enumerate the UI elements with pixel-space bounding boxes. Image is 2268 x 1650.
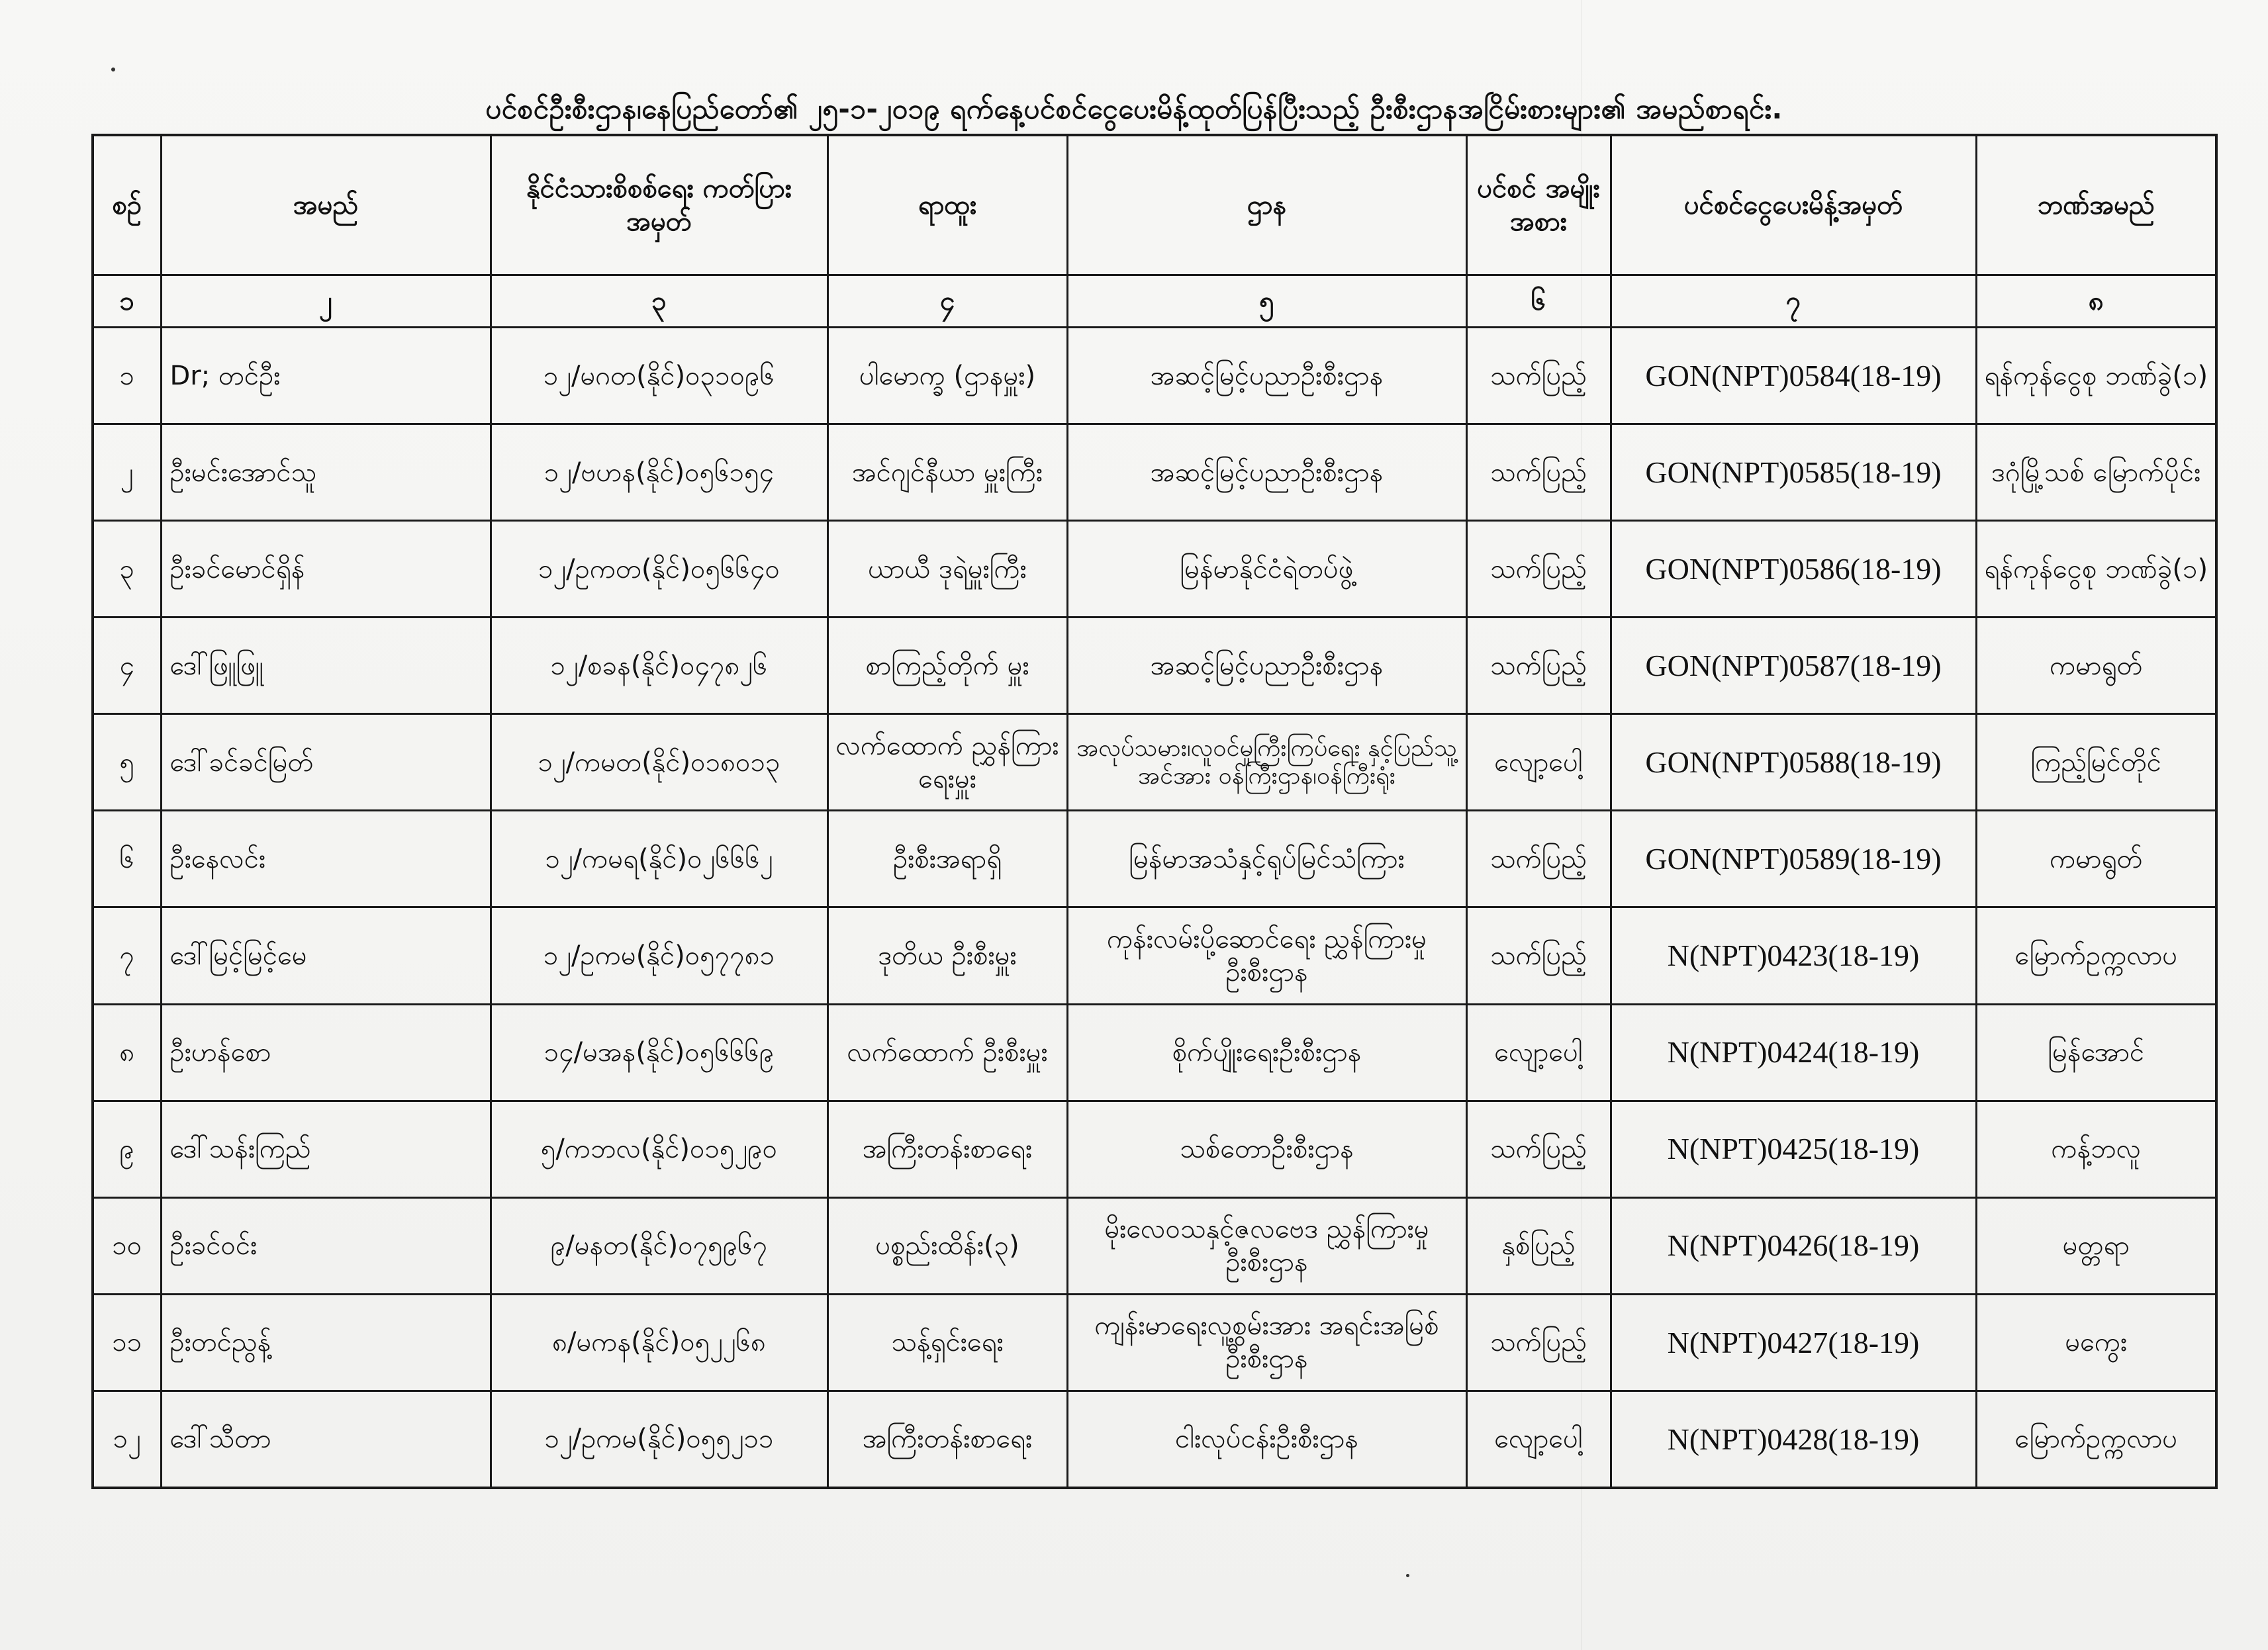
pension-type-cell: သက်ပြည့် <box>1466 1294 1611 1391</box>
pension-type-cell: လျော့ပေါ့ <box>1466 1391 1611 1488</box>
pension-order-cell: GON(NPT)0585(18-19) <box>1611 424 1976 521</box>
pension-type-cell: သက်ပြည့် <box>1466 521 1611 618</box>
department-cell: အဆင့်မြင့်ပညာဦးစီးဌာန <box>1067 424 1466 521</box>
nrc-cell: ၈/မကန(နိုင်)၀၅၂၂၆၈ <box>491 1294 827 1391</box>
column-header-pension-order: ပင်စင်ငွေပေးမိန့်အမှတ် <box>1611 135 1976 275</box>
bank-cell: ကမာရွတ် <box>1976 618 2216 714</box>
column-header-rank: ရာထူး <box>827 135 1067 275</box>
department-cell: ငါးလုပ်ငန်းဦးစီးဌာန <box>1067 1391 1466 1488</box>
pension-order-cell: GON(NPT)0584(18-19) <box>1611 328 1976 424</box>
department-cell: မိုးလေဝသနှင့်ဇလဗေဒ ညွှန်ကြားမှုဦးစီးဌာန <box>1067 1197 1466 1294</box>
column-number: ၆ <box>1466 275 1611 328</box>
serial-cell: ၁၁ <box>93 1294 161 1391</box>
pensioner-table <box>91 134 2218 1489</box>
column-number: ၇ <box>1611 275 1976 328</box>
column-header-serial: စဉ် <box>93 135 161 275</box>
bank-cell: ရန်ကုန်ငွေစု ဘဏ်ခွဲ(၁) <box>1976 328 2216 424</box>
serial-cell: ၄ <box>93 618 161 714</box>
pension-order-cell: N(NPT)0427(18-19) <box>1611 1294 1976 1391</box>
serial-cell: ၁၀ <box>93 1197 161 1294</box>
column-header-nrc: နိုင်ငံသားစိစစ်ရေး ကတ်ပြားအမှတ် <box>491 135 827 275</box>
rank-cell: ပါမောက္ခ (ဌာနမှူး) <box>827 328 1067 424</box>
department-cell: ကျန်းမာရေးလူ့စွမ်းအား အရင်းအမြစ်ဦးစီးဌာန <box>1067 1294 1466 1391</box>
nrc-cell: ၁၂/ဥကမ(နိုင်)၀၅၇၇၈၁ <box>491 907 827 1004</box>
nrc-cell: ၁၂/ဥကတ(နိုင်)၀၅၆၆၄၀ <box>491 521 827 618</box>
serial-cell: ၅ <box>93 714 161 811</box>
pension-order-cell: GON(NPT)0589(18-19) <box>1611 811 1976 907</box>
name-cell: ဦးခင်ဝင်း <box>161 1197 491 1294</box>
serial-cell: ၁၂ <box>93 1391 161 1488</box>
column-number: ၈ <box>1976 275 2216 328</box>
name-cell: ဒေါ်သီတာ <box>161 1391 491 1488</box>
table-row <box>93 1101 2216 1197</box>
pension-order-cell: N(NPT)0425(18-19) <box>1611 1101 1976 1197</box>
table-row <box>93 1294 2216 1391</box>
table-row <box>93 811 2216 907</box>
department-cell: ကုန်းလမ်းပို့ဆောင်ရေး ညွှန်ကြားမှုဦးစီးဌာန <box>1067 907 1466 1004</box>
header-row <box>93 135 2216 275</box>
department-cell: စိုက်ပျိုးရေးဦးစီးဌာန <box>1067 1004 1466 1101</box>
pension-type-cell: သက်ပြည့် <box>1466 618 1611 714</box>
bank-cell: ဒဂုံမြို့သစ် မြောက်ပိုင်း <box>1976 424 2216 521</box>
pension-type-cell: သက်ပြည့် <box>1466 328 1611 424</box>
name-cell: ဒေါ်မြင့်မြင့်မေ <box>161 907 491 1004</box>
pension-order-cell: GON(NPT)0588(18-19) <box>1611 714 1976 811</box>
serial-cell: ၇ <box>93 907 161 1004</box>
bank-cell: မကွေး <box>1976 1294 2216 1391</box>
nrc-cell: ၅/ကဘလ(နိုင်)၀၁၅၂၉၀ <box>491 1101 827 1197</box>
column-number: ၁ <box>93 275 161 328</box>
pension-type-cell: လျော့ပေါ့ <box>1466 714 1611 811</box>
department-cell: အလုပ်သမား၊လူဝင်မှုကြီးကြပ်ရေး နှင့်ပြည်သူ့အင်အား ဝန်ကြီးဌာန၊ဝန်ကြီးရုံး <box>1067 714 1466 811</box>
name-cell: ဦးနေလင်း <box>161 811 491 907</box>
pension-type-cell: သက်ပြည့် <box>1466 424 1611 521</box>
rank-cell: ဒုတိယ ဦးစီးမှူး <box>827 907 1067 1004</box>
nrc-cell: ၁၂/ဥကမ(နိုင်)၀၅၅၂၁၁ <box>491 1391 827 1488</box>
serial-cell: ၆ <box>93 811 161 907</box>
pension-type-cell: သက်ပြည့် <box>1466 811 1611 907</box>
table-row <box>93 1197 2216 1294</box>
name-cell: ဦးမင်းအောင်သူ <box>161 424 491 521</box>
serial-cell: ၉ <box>93 1101 161 1197</box>
department-cell: သစ်တောဦးစီးဌာန <box>1067 1101 1466 1197</box>
name-cell: ဦးခင်မောင်ရှိန် <box>161 521 491 618</box>
column-number: ၃ <box>491 275 827 328</box>
department-cell: အဆင့်မြင့်ပညာဦးစီးဌာန <box>1067 618 1466 714</box>
bank-cell: မြောက်ဥက္ကလာပ <box>1976 1391 2216 1488</box>
name-cell: ဦးဟန်စော <box>161 1004 491 1101</box>
rank-cell: လက်ထောက် ညွှန်ကြားရေးမှူး <box>827 714 1067 811</box>
column-number: ၅ <box>1067 275 1466 328</box>
bank-cell: ကမာရွတ် <box>1976 811 2216 907</box>
column-number: ၂ <box>161 275 491 328</box>
rank-cell: သန့်ရှင်းရေး <box>827 1294 1067 1391</box>
bank-cell: ကြည့်မြင်တိုင် <box>1976 714 2216 811</box>
rank-cell: လက်ထောက် ဦးစီးမှူး <box>827 1004 1067 1101</box>
rank-cell: ပစ္စည်းထိန်း(၃) <box>827 1197 1067 1294</box>
rank-cell: ယာယီ ဒုရဲမှူးကြီး <box>827 521 1067 618</box>
column-header-bank: ဘဏ်အမည် <box>1976 135 2216 275</box>
serial-cell: ၈ <box>93 1004 161 1101</box>
pension-type-cell: နှစ်ပြည့် <box>1466 1197 1611 1294</box>
rank-cell: စာကြည့်တိုက် မှူး <box>827 618 1067 714</box>
column-number-row <box>93 275 2216 328</box>
name-cell: ဒေါ်ခင်ခင်မြတ် <box>161 714 491 811</box>
column-header-pension-type: ပင်စင် အမျိုး အစား <box>1466 135 1611 275</box>
column-header-name: အမည် <box>161 135 491 275</box>
department-cell: အဆင့်မြင့်ပညာဦးစီးဌာန <box>1067 328 1466 424</box>
pension-type-cell: သက်ပြည့် <box>1466 1101 1611 1197</box>
rank-cell: ဦးစီးအရာရှိ <box>827 811 1067 907</box>
column-header-department: ဌာန <box>1067 135 1466 275</box>
department-cell: မြန်မာအသံနှင့်ရုပ်မြင်သံကြား <box>1067 811 1466 907</box>
nrc-cell: ၁၂/ဗဟန(နိုင်)၀၅၆၁၅၄ <box>491 424 827 521</box>
name-cell: ဒေါ်သန်းကြည် <box>161 1101 491 1197</box>
bank-cell: မတ္တရာ <box>1976 1197 2216 1294</box>
bank-cell: ကန့်ဘလူ <box>1976 1101 2216 1197</box>
serial-cell: ၂ <box>93 424 161 521</box>
pension-type-cell: လျော့ပေါ့ <box>1466 1004 1611 1101</box>
department-cell: မြန်မာနိုင်ငံရဲတပ်ဖွဲ့ <box>1067 521 1466 618</box>
pension-order-cell: GON(NPT)0587(18-19) <box>1611 618 1976 714</box>
table-row <box>93 1391 2216 1488</box>
table-row <box>93 618 2216 714</box>
bank-cell: ရန်ကုန်ငွေစု ဘဏ်ခွဲ(၁) <box>1976 521 2216 618</box>
name-cell: ဒေါ်ဖြူဖြူ <box>161 618 491 714</box>
name-cell: Dr; တင်ဦး <box>161 328 491 424</box>
table-row <box>93 714 2216 811</box>
serial-cell: ၃ <box>93 521 161 618</box>
nrc-cell: ၁၂/မဂတ(နိုင်)၀၃၁၀၉၆ <box>491 328 827 424</box>
pension-order-cell: N(NPT)0424(18-19) <box>1611 1004 1976 1101</box>
nrc-cell: ၉/မနတ(နိုင်)၀၇၅၉၆၇ <box>491 1197 827 1294</box>
nrc-cell: ၁၂/ကမတ(နိုင်)၀၁၈၀၁၃ <box>491 714 827 811</box>
bank-cell: မြောက်ဥက္ကလာပ <box>1976 907 2216 1004</box>
pension-order-cell: N(NPT)0423(18-19) <box>1611 907 1976 1004</box>
rank-cell: အကြီးတန်းစာရေး <box>827 1101 1067 1197</box>
table-row <box>93 1004 2216 1101</box>
pension-order-cell: N(NPT)0428(18-19) <box>1611 1391 1976 1488</box>
bank-cell: မြန်အောင် <box>1976 1004 2216 1101</box>
rank-cell: အကြီးတန်းစာရေး <box>827 1391 1067 1488</box>
document-title: ပင်စင်ဦးစီးဌာန၊နေပြည်တော်၏ ၂၅-၁-၂၀၁၉ ရက်နေ့ပင်စင်ငွေပေးမိန့်ထုတ်ပြန်ပြီးသည့် ဦးစီးဌာနအငြိမ်းစားများ၏ အမည်စာရင်း. <box>485 93 1783 125</box>
serial-cell: ၁ <box>93 328 161 424</box>
name-cell: ဦးတင်ညွန့် <box>161 1294 491 1391</box>
table-row <box>93 521 2216 618</box>
table-row <box>93 424 2216 521</box>
rank-cell: အင်ဂျင်နီယာ မှူးကြီး <box>827 424 1067 521</box>
nrc-cell: ၁၂/စခန(နိုင်)၀၄၇၈၂၆ <box>491 618 827 714</box>
pension-type-cell: သက်ပြည့် <box>1466 907 1611 1004</box>
nrc-cell: ၁၂/ကမရ(နိုင်)၀၂၆၆၆၂ <box>491 811 827 907</box>
scan-speck <box>1406 1574 1409 1577</box>
column-number: ၄ <box>827 275 1067 328</box>
scan-speck <box>111 68 115 71</box>
pension-order-cell: N(NPT)0426(18-19) <box>1611 1197 1976 1294</box>
nrc-cell: ၁၄/မအန(နိုင်)၀၅၆၆၆၉ <box>491 1004 827 1101</box>
table-row <box>93 907 2216 1004</box>
table-row <box>93 328 2216 424</box>
pension-order-cell: GON(NPT)0586(18-19) <box>1611 521 1976 618</box>
